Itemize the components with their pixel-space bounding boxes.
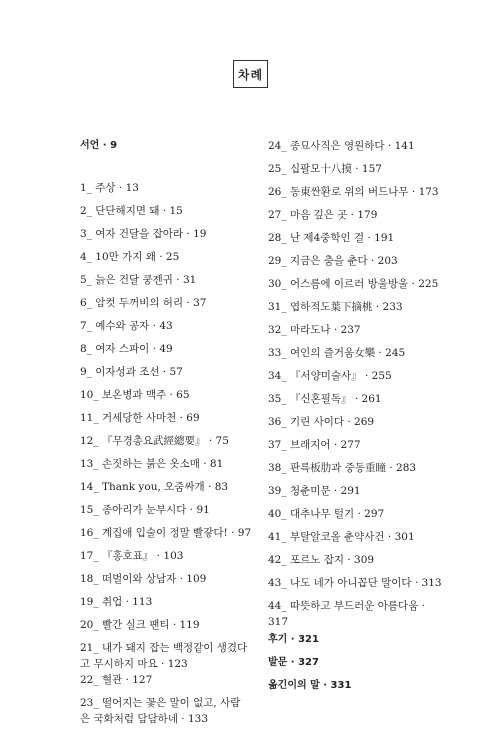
toc-entry: 34_ 『서양미술사』 · 255 (268, 370, 392, 382)
toc-entry: 발문 · 327 (268, 657, 319, 668)
toc-entry: 14_ Thank you, 오줌싸개 · 83 (80, 481, 229, 493)
toc-entry: 12_ 『무경총요武經總要』 · 75 (80, 435, 229, 447)
toc-entry: 38_ 판륵板肋과 중동重瞳 · 283 (268, 462, 417, 474)
toc-entry: 36_ 기린 사이다 · 269 (268, 416, 375, 428)
toc-entry: 33_ 여인의 즐거움女樂 · 245 (268, 347, 406, 359)
toc-entry: 16_ 계집애 입술이 정말 빨갛다! · 97 (80, 527, 252, 539)
toc-entry: 5_ 늙은 건달 쿵젠귀 · 31 (80, 274, 197, 286)
toc-entry: 9_ 이자성과 조선 · 57 (80, 366, 183, 378)
toc-entry: 7_ 예수와 공자 · 43 (80, 320, 173, 332)
toc-entry: 39_ 청춘미문 · 291 (268, 485, 361, 497)
toc-entry: 31_ 엽하적도葉下摘桃 · 233 (268, 301, 403, 313)
toc-entry: 옮긴이의 말 · 331 (268, 680, 352, 691)
toc-entry: 43_ 나도 네가 아니꼽단 말이다 · 313 (268, 577, 442, 589)
toc-entry: 19_ 취업 · 113 (80, 596, 153, 608)
page-title: 차례 (233, 60, 268, 88)
toc-entry: 42_ 포르노 잡지 · 309 (268, 554, 375, 566)
toc-entry: 27_ 마음 깊은 곳 · 179 (268, 209, 378, 221)
toc-entry: 25_ 십팔모十八摸 · 157 (268, 163, 382, 175)
toc-entry: 40_ 대추나무 털기 · 297 (268, 508, 385, 520)
toc-entry: 32_ 마라도나 · 237 (268, 324, 361, 336)
toc-entry: 13_ 손짓하는 붉은 옷소매 · 81 (80, 458, 224, 470)
toc-entry: 21_ 내가 돼지 잡는 백정같이 생겼다 고 무시하지 마요 · 123 (80, 642, 248, 670)
toc-entry: 26_ 동東싼환로 위의 버드나무 · 173 (268, 186, 439, 198)
toc-entry: 35_ 『신혼필독』 · 261 (268, 393, 382, 405)
toc-entry: 23_ 떨어지는 꽃은 말이 없고, 사람 은 국화처럼 담담하네 · 133 (80, 697, 241, 725)
toc-entry: 24_ 종묘사직은 영원하다 · 141 (268, 140, 415, 152)
toc-entry: 44_ 따뜻하고 부드러운 아름다움 · 317 (268, 600, 426, 628)
toc-entry: 30_ 어스름에 이르러 방울방울 · 225 (268, 278, 439, 290)
toc-entry: 17_ 『홍호표』 · 103 (80, 550, 184, 562)
toc-entry: 22_ 혈관 · 127 (80, 674, 153, 686)
toc-entry: 후기 · 321 (268, 634, 319, 645)
toc-entry: 15_ 종아리가 눈부시다 · 91 (80, 504, 210, 516)
toc-entry: 18_ 떠벌이와 상남자 · 109 (80, 573, 207, 585)
toc-entry: 8_ 여자 스파이 · 49 (80, 343, 173, 355)
toc-entry: 2_ 단단해지면 돼 · 15 (80, 205, 183, 217)
toc-entry: 4_ 10만 가지 왜 · 25 (80, 251, 180, 263)
toc-entry: 1_ 주상 · 13 (80, 182, 139, 194)
toc-entry: 3_ 여자 건달을 잡아라 · 19 (80, 228, 207, 240)
toc-entry: 서언 · 9 (80, 140, 118, 151)
toc-entry: 41_ 부탈알코올 춘약사건 · 301 (268, 531, 415, 543)
toc-entry: 29_ 지금은 춤을 춘다 · 203 (268, 255, 398, 267)
toc-entry: 10_ 보온병과 맥주 · 65 (80, 389, 190, 401)
toc-entry: 28_ 난 제4중학인 걸 · 191 (268, 232, 395, 244)
toc-entry: 20_ 빨간 실크 팬티 · 119 (80, 619, 200, 631)
toc-entry: 6_ 암컷 두꺼비의 허리 · 37 (80, 297, 207, 309)
toc-entry: 11_ 거세당한 사마천 · 69 (80, 412, 200, 424)
toc-entry: 37_ 브래지어 · 277 (268, 439, 361, 451)
